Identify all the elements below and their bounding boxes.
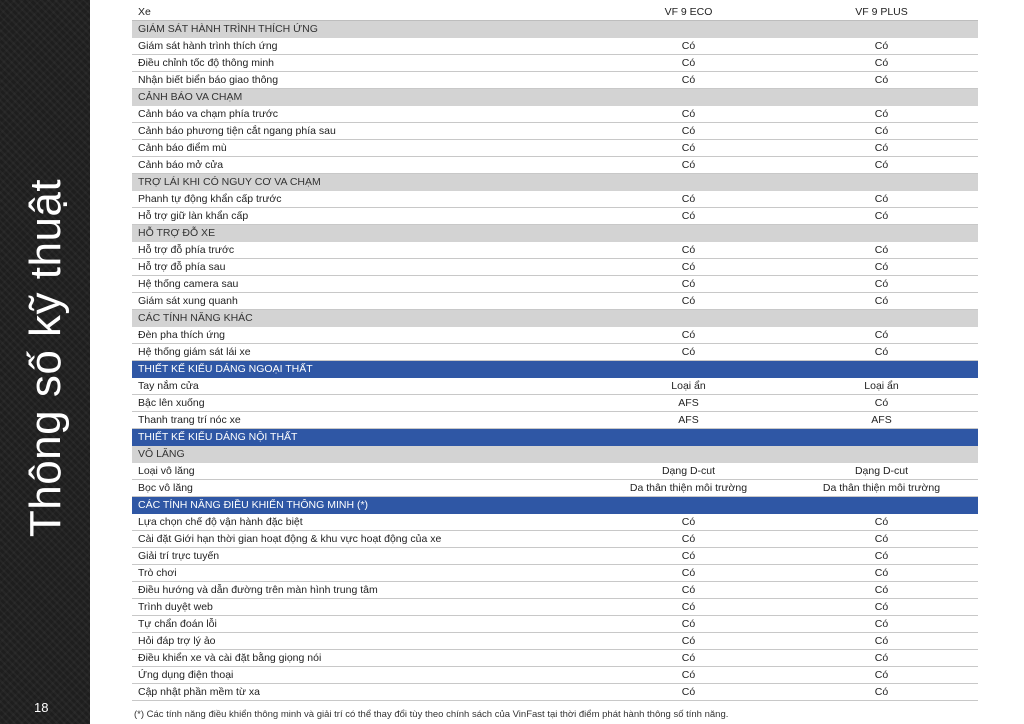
table-row — [132, 514, 978, 531]
table-row — [132, 599, 978, 616]
row-value-plus: Có — [785, 582, 978, 599]
table-row — [132, 123, 978, 140]
row-value-eco: Có — [592, 344, 785, 361]
row-label: Trình duyệt web — [132, 599, 592, 616]
table-row — [132, 242, 978, 259]
row-label: Bậc lên xuống — [132, 395, 592, 412]
row-value-eco: Có — [592, 242, 785, 259]
table-row — [132, 191, 978, 208]
row-value-eco: Có — [592, 514, 785, 531]
row-value-eco: Có — [592, 616, 785, 633]
row-value-eco: Có — [592, 599, 785, 616]
table-row — [132, 548, 978, 565]
row-value-eco: Có — [592, 140, 785, 157]
row-label: Cảnh báo va chạm phía trước — [132, 106, 592, 123]
row-value-eco: Có — [592, 582, 785, 599]
row-value-plus: Có — [785, 548, 978, 565]
row-label: Cảnh báo điểm mù — [132, 140, 592, 157]
section-label: VÔ LĂNG — [132, 446, 978, 463]
table-header-row — [132, 4, 978, 21]
table-row — [132, 378, 978, 395]
row-value-eco: Có — [592, 633, 785, 650]
row-value-eco: Da thân thiện môi trường — [592, 480, 785, 497]
section-label: CÁC TÍNH NĂNG KHÁC — [132, 310, 978, 327]
row-label: Giải trí trực tuyến — [132, 548, 592, 565]
row-value-eco: Có — [592, 565, 785, 582]
row-label: Thanh trang trí nóc xe — [132, 412, 592, 429]
table-row — [132, 106, 978, 123]
row-value-eco: Có — [592, 191, 785, 208]
table-row — [132, 650, 978, 667]
row-label: Điều khiển xe và cài đặt bằng giọng nói — [132, 650, 592, 667]
section-label: GIÁM SÁT HÀNH TRÌNH THÍCH ỨNG — [132, 21, 978, 38]
row-value-plus: Có — [785, 327, 978, 344]
row-value-plus: Có — [785, 395, 978, 412]
row-value-eco: Có — [592, 157, 785, 174]
row-value-eco: Có — [592, 667, 785, 684]
spec-table-body — [132, 4, 978, 701]
row-value-eco: Có — [592, 293, 785, 310]
section-header — [132, 89, 978, 106]
row-value-eco: Có — [592, 123, 785, 140]
section-header — [132, 174, 978, 191]
row-value-plus: Có — [785, 276, 978, 293]
row-label: Giám sát xung quanh — [132, 293, 592, 310]
row-value-eco: AFS — [592, 412, 785, 429]
table-row — [132, 395, 978, 412]
row-label: Phanh tự động khẩn cấp trước — [132, 191, 592, 208]
row-value-plus: Có — [785, 242, 978, 259]
row-label: Hỏi đáp trợ lý ảo — [132, 633, 592, 650]
row-label: Loại vô lăng — [132, 463, 592, 480]
row-label: Tay nắm cửa — [132, 378, 592, 395]
row-label: Hỗ trợ đỗ phía sau — [132, 259, 592, 276]
table-row — [132, 208, 978, 225]
table-row — [132, 293, 978, 310]
row-value-plus: Có — [785, 140, 978, 157]
row-value-eco: Có — [592, 684, 785, 701]
header-col-eco: VF 9 ECO — [592, 4, 785, 21]
row-value-plus: Da thân thiện môi trường — [785, 480, 978, 497]
row-value-eco: Có — [592, 327, 785, 344]
table-row — [132, 565, 978, 582]
row-value-plus: Có — [785, 38, 978, 55]
table-row — [132, 38, 978, 55]
row-label: Nhận biết biển báo giao thông — [132, 72, 592, 89]
row-value-eco: Có — [592, 259, 785, 276]
row-value-eco: Có — [592, 106, 785, 123]
row-label: Trò chơi — [132, 565, 592, 582]
row-value-plus: Có — [785, 650, 978, 667]
row-value-eco: Có — [592, 38, 785, 55]
section-header-blue — [132, 361, 978, 378]
row-value-plus: Có — [785, 191, 978, 208]
table-row — [132, 531, 978, 548]
header-label: Xe — [132, 4, 592, 21]
row-label: Điều hướng và dẫn đường trên màn hình trung tâm — [132, 582, 592, 599]
table-row — [132, 463, 978, 480]
row-label: Lựa chọn chế độ vận hành đặc biệt — [132, 514, 592, 531]
row-value-plus: Có — [785, 259, 978, 276]
table-row — [132, 616, 978, 633]
row-label: Hỗ trợ đỗ phía trước — [132, 242, 592, 259]
row-value-plus: Có — [785, 531, 978, 548]
section-header — [132, 225, 978, 242]
section-label: THIẾT KẾ KIỂU DÁNG NỘI THẤT — [132, 429, 978, 446]
row-value-plus: Có — [785, 667, 978, 684]
row-value-plus: Có — [785, 633, 978, 650]
section-header — [132, 310, 978, 327]
row-value-plus: Có — [785, 157, 978, 174]
row-value-plus: Có — [785, 208, 978, 225]
row-label: Hệ thống giám sát lái xe — [132, 344, 592, 361]
spec-table — [132, 4, 978, 701]
page-number: 18 — [34, 700, 49, 715]
row-value-plus: Có — [785, 684, 978, 701]
table-row — [132, 480, 978, 497]
row-value-eco: Loại ẩn — [592, 378, 785, 395]
sidebar — [0, 0, 90, 724]
table-row — [132, 157, 978, 174]
row-value-eco: Có — [592, 72, 785, 89]
table-row — [132, 582, 978, 599]
table-row — [132, 140, 978, 157]
table-row — [132, 344, 978, 361]
table-row — [132, 72, 978, 89]
row-value-plus: Có — [785, 293, 978, 310]
row-value-plus: Có — [785, 344, 978, 361]
table-row — [132, 684, 978, 701]
section-label: TRỢ LÁI KHI CÓ NGUY CƠ VA CHẠM — [132, 174, 978, 191]
section-header — [132, 446, 978, 463]
row-value-eco: Có — [592, 276, 785, 293]
row-value-eco: AFS — [592, 395, 785, 412]
row-value-plus: Loại ẩn — [785, 378, 978, 395]
section-label: HỖ TRỢ ĐỖ XE — [132, 225, 978, 242]
row-value-eco: Dạng D-cut — [592, 463, 785, 480]
row-value-plus: Có — [785, 616, 978, 633]
row-value-eco: Có — [592, 650, 785, 667]
row-value-eco: Có — [592, 55, 785, 72]
table-row — [132, 667, 978, 684]
table-row — [132, 55, 978, 72]
row-label: Cập nhật phần mềm từ xa — [132, 684, 592, 701]
section-header — [132, 21, 978, 38]
row-label: Cảnh báo mở cửa — [132, 157, 592, 174]
row-value-plus: Có — [785, 123, 978, 140]
header-col-plus: VF 9 PLUS — [785, 4, 978, 21]
table-row — [132, 327, 978, 344]
section-header-blue — [132, 497, 978, 514]
section-label: CẢNH BÁO VA CHẠM — [132, 89, 978, 106]
row-label: Đèn pha thích ứng — [132, 327, 592, 344]
row-value-plus: Dạng D-cut — [785, 463, 978, 480]
row-value-eco: Có — [592, 531, 785, 548]
row-label: Ứng dụng điện thoại — [132, 667, 592, 684]
row-label: Cài đặt Giới hạn thời gian hoạt động & khu vực hoạt động của xe — [132, 531, 592, 548]
row-label: Bọc vô lăng — [132, 480, 592, 497]
table-row — [132, 633, 978, 650]
sidebar-title: Thông số kỹ thuật — [21, 178, 70, 538]
footnote: (*) Các tính năng điều khiển thông minh và giải trí có thể thay đổi tùy theo chính sách của VinFast tại thời điểm phát hành thông số tính năng. — [134, 709, 729, 720]
table-row — [132, 412, 978, 429]
row-label: Tự chẩn đoán lỗi — [132, 616, 592, 633]
row-value-plus: Có — [785, 55, 978, 72]
table-row — [132, 276, 978, 293]
row-label: Hệ thống camera sau — [132, 276, 592, 293]
row-value-plus: Có — [785, 565, 978, 582]
row-value-plus: Có — [785, 72, 978, 89]
row-label: Hỗ trợ giữ làn khẩn cấp — [132, 208, 592, 225]
row-value-plus: Có — [785, 106, 978, 123]
row-value-eco: Có — [592, 548, 785, 565]
row-value-plus: Có — [785, 599, 978, 616]
row-value-plus: AFS — [785, 412, 978, 429]
row-label: Giám sát hành trình thích ứng — [132, 38, 592, 55]
row-value-eco: Có — [592, 208, 785, 225]
table-row — [132, 259, 978, 276]
section-label: THIẾT KẾ KIỂU DÁNG NGOẠI THẤT — [132, 361, 978, 378]
section-label: CÁC TÍNH NĂNG ĐIỀU KHIỂN THÔNG MINH (*) — [132, 497, 978, 514]
section-header-blue — [132, 429, 978, 446]
row-value-plus: Có — [785, 514, 978, 531]
row-label: Cảnh báo phương tiện cắt ngang phía sau — [132, 123, 592, 140]
row-label: Điều chỉnh tốc độ thông minh — [132, 55, 592, 72]
